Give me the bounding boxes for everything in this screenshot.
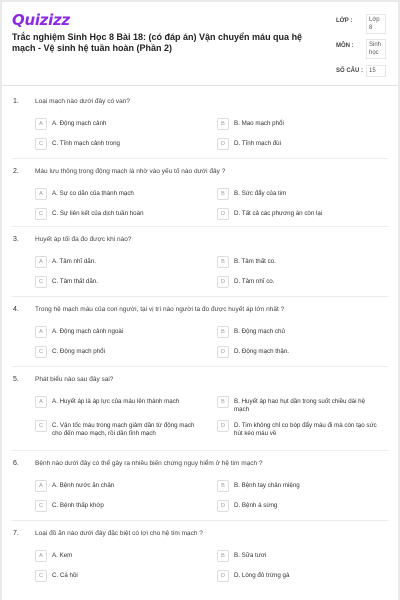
option-letter-box: D	[217, 570, 229, 582]
question-divider	[12, 366, 388, 367]
option-text: C. Động mạch phổi	[52, 348, 105, 355]
option-text: C. Tĩnh mạch cảnh trong	[52, 140, 120, 147]
question-text: Phát biểu nào sau đây sai?	[35, 376, 114, 383]
option-text: B. Sức đẩy của tim	[234, 190, 287, 197]
option-letter-box: B	[217, 256, 229, 268]
answer-option-d[interactable]	[217, 500, 377, 520]
option-text: B. Huyết áp hao hụt dần trong suốt chiều dài hệ mạch	[234, 398, 366, 413]
question-text: Loại đồ ăn nào dưới đây đặc biệt có lợi cho hệ tim mạch ?	[35, 530, 203, 537]
option-text: C. Tâm thất dãn.	[52, 278, 98, 285]
option-text: B. Mao mạch phổi	[234, 120, 284, 127]
worksheet-title: Trắc nghiệm Sinh Học 8 Bài 18: (có đáp án) Vận chuyển máu qua hệ mạch - Vệ sinh hệ tuần hoàn (Phần 2)	[12, 32, 303, 53]
grade-label: LỚP :	[336, 18, 353, 24]
option-letter-box: D	[217, 138, 229, 150]
worksheet-header	[2, 2, 398, 86]
option-letter-box: D	[217, 420, 229, 432]
question-divider	[12, 226, 388, 227]
question-number: 5.	[13, 376, 19, 383]
answer-option-d[interactable]	[217, 276, 377, 296]
option-text: A. Kem	[52, 552, 73, 559]
answer-option-a[interactable]	[35, 188, 195, 208]
question-text: Huyết áp tối đa đo được khi nào?	[35, 236, 132, 243]
grade-value: Lớp 8	[366, 14, 386, 34]
option-text: D. Động mạch thận.	[234, 348, 290, 355]
question-item	[2, 306, 398, 370]
answer-option-b[interactable]	[217, 396, 377, 416]
option-text: C. Vận tốc máu trong mạch giảm dần từ động mạch cho đến mao mạch, rồi dần tĩnh mạch	[52, 422, 195, 437]
answer-option-a[interactable]	[35, 550, 195, 570]
option-text: D. Tâm nhĩ co.	[234, 278, 275, 285]
option-letter-box: A	[35, 326, 47, 338]
option-letter-box: D	[217, 276, 229, 288]
option-text: A. Động mạch cảnh	[52, 120, 107, 127]
question-item	[2, 460, 398, 524]
option-text: B. Bệnh tay chân miệng	[234, 482, 300, 489]
option-letter-box: A	[35, 396, 47, 408]
answer-option-b[interactable]	[217, 326, 377, 346]
option-letter-box: C	[35, 420, 47, 432]
answer-option-a[interactable]	[35, 396, 195, 416]
question-text: Trong hệ mạch máu của con người, tại vị trí nào người ta đo được huyết áp lớn nhất ?	[35, 306, 285, 313]
option-text: D. Tim không chỉ co bóp đẩy máu đi mà còn tạo sức hút kéo máu về	[234, 422, 377, 437]
option-text: A. Động mạch cảnh ngoài	[52, 328, 124, 335]
option-letter-box: C	[35, 346, 47, 358]
question-divider	[12, 520, 388, 521]
option-text: A. Huyết áp là áp lực của máu lên thành mạch	[52, 398, 180, 405]
question-number: 4.	[13, 306, 19, 313]
option-text: A. Tâm nhĩ dãn.	[52, 258, 96, 265]
answer-option-b[interactable]	[217, 188, 377, 208]
option-text: D. Lòng đỏ trứng gà	[234, 572, 290, 579]
question-text: Máu lưu thông trong động mạch là nhờ vào yếu tố nào dưới đây ?	[35, 168, 226, 175]
answer-option-c[interactable]	[35, 138, 195, 158]
answer-option-b[interactable]	[217, 480, 377, 500]
option-letter-box: B	[217, 326, 229, 338]
option-text: B. Sữa tươi	[234, 552, 267, 559]
option-text: B. Tâm thất co.	[234, 258, 276, 265]
option-text: A. Sự co dãn của thành mạch	[52, 190, 134, 197]
option-letter-box: C	[35, 138, 47, 150]
option-letter-box: D	[217, 208, 229, 220]
question-item	[2, 530, 398, 594]
answer-option-c[interactable]	[35, 346, 195, 366]
option-text: D. Tĩnh mạch đùi	[234, 140, 282, 147]
subject-value: Sinh học	[366, 39, 386, 59]
answer-option-c[interactable]	[35, 500, 195, 520]
answer-option-a[interactable]	[35, 326, 195, 346]
answer-option-d[interactable]	[217, 420, 377, 440]
option-text: C. Sự liên kết của dịch tuần hoàn	[52, 210, 144, 217]
answer-option-d[interactable]	[217, 208, 377, 228]
option-letter-box: A	[35, 188, 47, 200]
option-letter-box: C	[35, 500, 47, 512]
answer-option-b[interactable]	[217, 550, 377, 570]
option-letter-box: C	[35, 570, 47, 582]
question-number: 3.	[13, 236, 19, 243]
question-text: Loại mạch nào dưới đây có van?	[35, 98, 130, 105]
worksheet-page	[2, 2, 398, 600]
option-letter-box: C	[35, 208, 47, 220]
question-text: Bệnh nào dưới đây có thể gây ra nhiều biến chứng nguy hiểm ở hệ tim mạch ?	[35, 460, 263, 467]
answer-option-a[interactable]	[35, 480, 195, 500]
answer-option-a[interactable]	[35, 118, 195, 138]
option-letter-box: B	[217, 118, 229, 130]
answer-option-d[interactable]	[217, 138, 377, 158]
option-letter-box: B	[217, 550, 229, 562]
answer-option-c[interactable]	[35, 276, 195, 296]
question-divider	[12, 158, 388, 159]
answer-option-b[interactable]	[217, 118, 377, 138]
question-number: 7.	[13, 530, 19, 537]
option-text: D. Bệnh á sừng	[234, 502, 278, 509]
option-letter-box: B	[217, 396, 229, 408]
answer-option-b[interactable]	[217, 256, 377, 276]
option-letter-box: A	[35, 118, 47, 130]
answer-option-d[interactable]	[217, 570, 377, 590]
option-text: D. Tất cả các phương án còn lại	[234, 210, 323, 217]
answer-option-d[interactable]	[217, 346, 377, 366]
option-letter-box: A	[35, 550, 47, 562]
option-text: B. Động mạch chủ	[234, 328, 285, 335]
quizizz-logo: Quizizz	[12, 11, 70, 29]
count-label: SỐ CÂU :	[336, 68, 363, 74]
option-letter-box: C	[35, 276, 47, 288]
question-item	[2, 168, 398, 232]
answer-option-c[interactable]	[35, 570, 195, 590]
option-text: C. Bệnh thấp khớp	[52, 502, 104, 509]
option-letter-box: A	[35, 480, 47, 492]
question-number: 2.	[13, 168, 19, 175]
question-divider	[12, 296, 388, 297]
option-letter-box: D	[217, 500, 229, 512]
answer-option-c[interactable]	[35, 420, 195, 440]
question-item	[2, 236, 398, 300]
option-text: C. Cá hồi	[52, 572, 78, 579]
option-text: A. Bệnh nước ăn chân	[52, 482, 115, 489]
option-letter-box: D	[217, 346, 229, 358]
option-letter-box: A	[35, 256, 47, 268]
answer-option-c[interactable]	[35, 208, 195, 228]
option-letter-box: B	[217, 188, 229, 200]
question-number: 1.	[13, 98, 19, 105]
worksheet-meta	[332, 2, 398, 86]
count-value: 15	[366, 65, 386, 77]
question-item	[2, 376, 398, 440]
question-divider	[12, 450, 388, 451]
option-letter-box: B	[217, 480, 229, 492]
question-item	[2, 98, 398, 162]
subject-label: MÔN :	[336, 43, 354, 49]
question-number: 6.	[13, 460, 19, 467]
answer-option-a[interactable]	[35, 256, 195, 276]
